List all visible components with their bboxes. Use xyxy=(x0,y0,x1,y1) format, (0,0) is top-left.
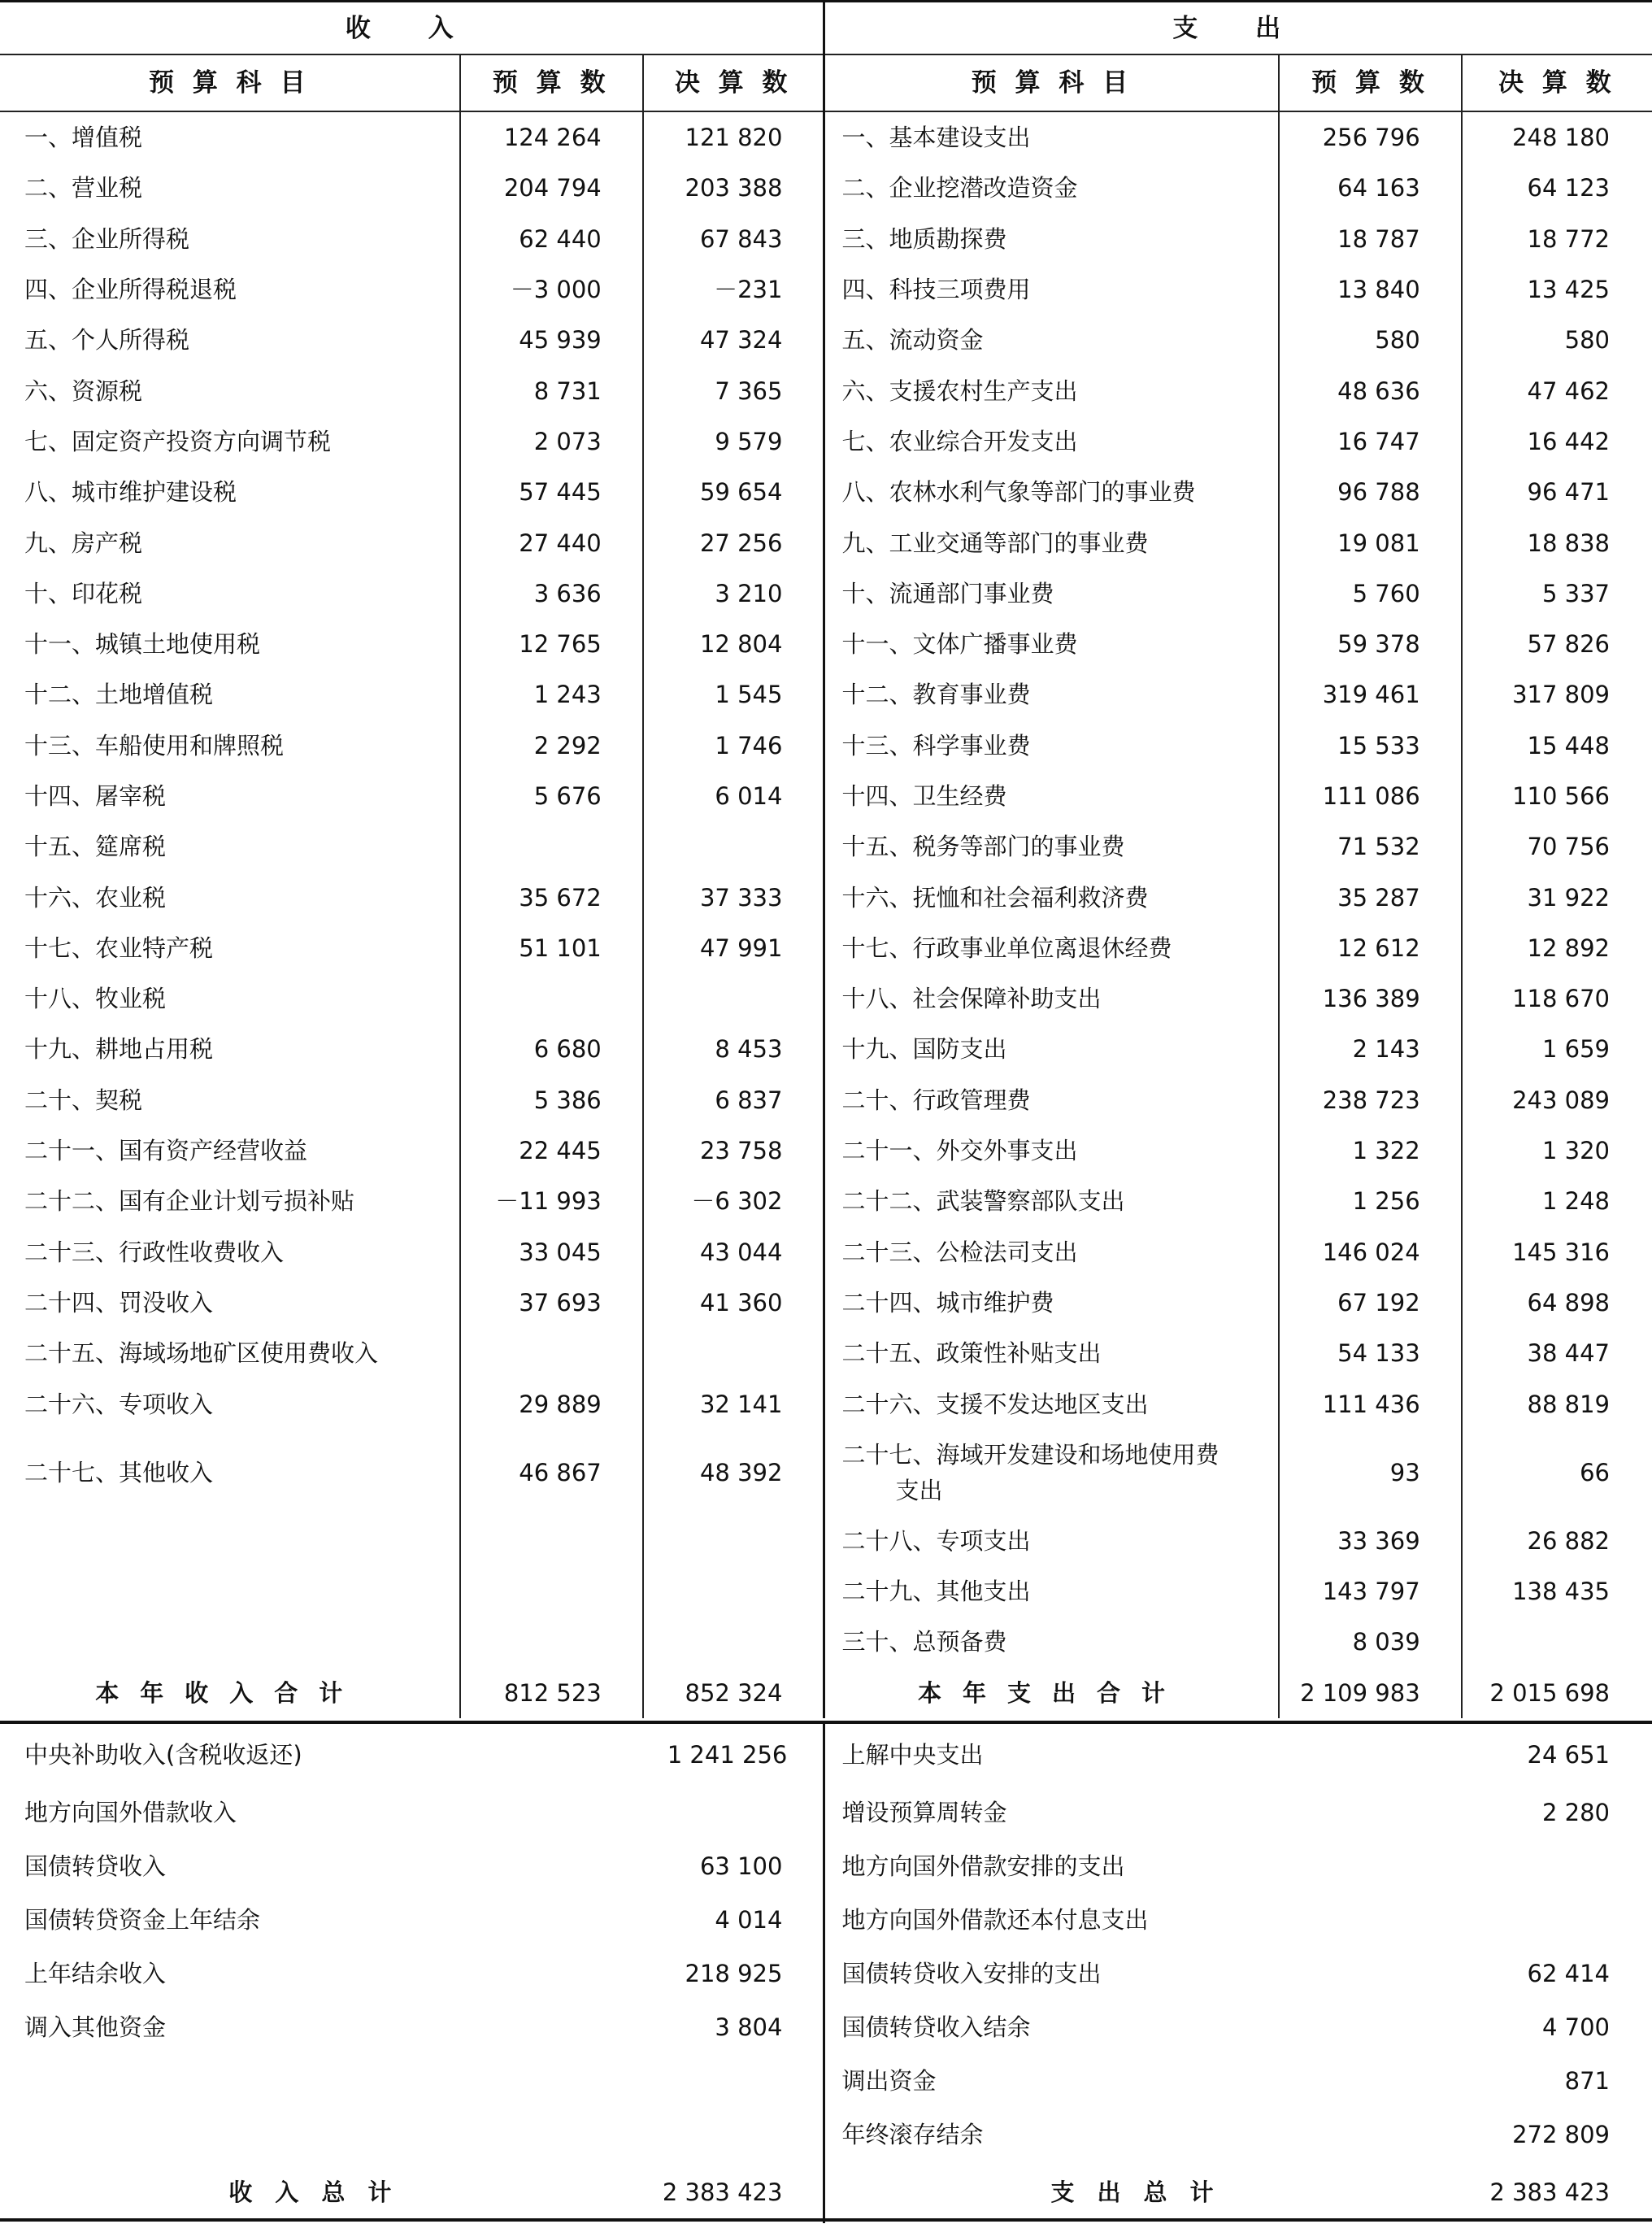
income-item-name: 二十二、国有企业计划亏损补贴 xyxy=(24,1187,355,1216)
income-budget-value: 204 794 xyxy=(460,163,643,213)
income-item-name: 七、固定资产投资方向调节税 xyxy=(24,427,332,455)
summary-row xyxy=(0,1947,1652,2000)
income-budget-value: 35 672 xyxy=(460,872,643,922)
income-item-name: 九、房产税 xyxy=(24,529,143,557)
income-budget-value: 57 445 xyxy=(460,467,643,517)
income-summary-name: 中央补助收入(含税收返还) xyxy=(24,1741,302,1769)
income-summary-name: 国债转贷资金上年结余 xyxy=(24,1906,261,1934)
income-budget-value xyxy=(460,1617,643,1667)
income-budget-value: －3 000 xyxy=(460,264,643,315)
expense-item-header: 预 算 科 目 xyxy=(971,68,1133,98)
table-row xyxy=(0,315,1652,365)
expense-item-name: 六、支援农村生产支出 xyxy=(824,365,1280,416)
expense-budget-value: 111 436 xyxy=(1279,1378,1461,1429)
income-item-name: 十九、耕地占用税 xyxy=(24,1035,214,1064)
expense-grand-total-label: 支出总计 xyxy=(824,2161,1462,2223)
income-budget-value: 22 445 xyxy=(460,1125,643,1176)
expense-budget-value: 5 760 xyxy=(1279,568,1461,619)
expense-item-name: 五、流动资金 xyxy=(824,315,1280,365)
expense-final-value: 18 838 xyxy=(1462,517,1652,568)
expense-final-value: 16 442 xyxy=(1462,416,1652,467)
expense-final-value: 243 089 xyxy=(1462,1075,1652,1125)
income-final-value: 7 365 xyxy=(643,365,824,416)
expense-item-name: 二十四、城市维护费 xyxy=(824,1277,1280,1328)
expense-item-name: 一、基本建设支出 xyxy=(824,111,1280,163)
income-item-name xyxy=(0,1617,460,1667)
income-final-value xyxy=(643,821,824,872)
income-item-name: 十一、城镇土地使用税 xyxy=(24,630,261,659)
income-final-value: 9 579 xyxy=(643,416,824,467)
expense-final-value: 12 892 xyxy=(1462,923,1652,973)
expense-budget-value: 238 723 xyxy=(1279,1075,1461,1125)
income-item-name: 十三、车船使用和牌照税 xyxy=(24,731,285,759)
income-final-value xyxy=(643,1516,824,1566)
expense-final-value: 138 435 xyxy=(1462,1566,1652,1617)
expense-final-value: 70 756 xyxy=(1462,821,1652,872)
expense-budget-value: 59 378 xyxy=(1279,619,1461,669)
expense-summary-name: 年终滚存结余 xyxy=(824,2108,1462,2161)
table-row xyxy=(0,771,1652,821)
expense-budget-value: 2 143 xyxy=(1279,1024,1461,1074)
expense-final-value: 57 826 xyxy=(1462,619,1652,669)
table-row xyxy=(0,1227,1652,1277)
table-row xyxy=(0,821,1652,872)
income-budget-value xyxy=(460,1516,643,1566)
income-budget-value: 33 045 xyxy=(460,1227,643,1277)
income-item-name: 二十七、其他收入 xyxy=(24,1458,214,1486)
expense-item-name: 八、农林水利气象等部门的事业费 xyxy=(824,467,1280,517)
expense-final-value: 38 447 xyxy=(1462,1328,1652,1378)
expense-grand-total-value: 2 383 423 xyxy=(1489,2178,1610,2206)
table-row xyxy=(0,1516,1652,1566)
expense-item-name: 二十三、公检法司支出 xyxy=(824,1227,1280,1277)
expense-item-name: 十六、抚恤和社会福利救济费 xyxy=(824,872,1280,922)
table-row xyxy=(0,111,1652,163)
income-item-name: 六、资源税 xyxy=(24,376,143,405)
expense-final-value: 5 337 xyxy=(1462,568,1652,619)
summary-row xyxy=(0,2054,1652,2108)
income-grand-total-value: 2 383 423 xyxy=(662,2178,783,2206)
income-item-name: 十六、农业税 xyxy=(24,883,167,912)
income-budget-value: 5 386 xyxy=(460,1075,643,1125)
expense-budget-value: 54 133 xyxy=(1279,1328,1461,1378)
summary-table xyxy=(0,1724,1652,2223)
income-final-value: －6 302 xyxy=(643,1176,824,1226)
table-row xyxy=(0,1075,1652,1125)
income-final-value: 1 746 xyxy=(643,720,824,771)
expense-budget-value: 256 796 xyxy=(1279,111,1461,163)
income-budget-value: 2 073 xyxy=(460,416,643,467)
expense-header: 支 出 xyxy=(1172,13,1306,43)
expense-item-name-line2: 支出 xyxy=(895,1476,943,1504)
income-item-name xyxy=(0,1566,460,1617)
income-budget-value: 45 939 xyxy=(460,315,643,365)
income-budget-value: 37 693 xyxy=(460,1277,643,1328)
expense-summary-value: 62 414 xyxy=(1527,1960,1610,1987)
income-item-name: 二十、契税 xyxy=(24,1086,143,1114)
table-row xyxy=(0,619,1652,669)
budget-table xyxy=(0,2,1652,1718)
income-budget-value: －11 993 xyxy=(460,1176,643,1226)
table-row xyxy=(0,1378,1652,1429)
income-final-value: 1 545 xyxy=(643,669,824,720)
income-summary-value: 3 804 xyxy=(715,2013,783,2041)
expense-final-value: 145 316 xyxy=(1462,1227,1652,1277)
table-row xyxy=(0,923,1652,973)
grand-total-row xyxy=(0,2161,1652,2223)
income-item-name: 十四、屠宰税 xyxy=(24,782,167,810)
expense-final-value: 64 123 xyxy=(1462,163,1652,213)
expense-final-header: 决 算 数 xyxy=(1498,68,1616,98)
expense-budget-value: 64 163 xyxy=(1279,163,1461,213)
income-final-value: 48 392 xyxy=(643,1430,824,1516)
income-final-value: 43 044 xyxy=(643,1227,824,1277)
table-row xyxy=(0,163,1652,213)
income-summary-value: 218 925 xyxy=(685,1960,783,1987)
expense-item-name: 十七、行政事业单位离退休经费 xyxy=(824,923,1280,973)
income-final-value xyxy=(643,1617,824,1667)
expense-item-name: 二十九、其他支出 xyxy=(824,1566,1280,1617)
expense-final-value: 26 882 xyxy=(1462,1516,1652,1566)
column-header-row xyxy=(0,54,1652,111)
income-final-value: 59 654 xyxy=(643,467,824,517)
table-row xyxy=(0,416,1652,467)
income-year-total-budget: 812 523 xyxy=(460,1668,643,1718)
expense-budget-value: 143 797 xyxy=(1279,1566,1461,1617)
expense-item-name: 四、科技三项费用 xyxy=(824,264,1280,315)
expense-summary-name: 调出资金 xyxy=(824,2054,1462,2108)
income-budget-value: 1 243 xyxy=(460,669,643,720)
income-budget-value: 6 680 xyxy=(460,1024,643,1074)
summary-row xyxy=(0,1893,1652,1947)
income-summary-name: 调入其他资金 xyxy=(24,2013,167,2041)
expense-item-name: 二十、行政管理费 xyxy=(824,1075,1280,1125)
expense-summary-value xyxy=(1462,1839,1652,1893)
summary-row xyxy=(0,1839,1652,1893)
income-summary-name xyxy=(0,2054,643,2108)
income-item-name: 三、企业所得税 xyxy=(24,224,190,253)
table-row xyxy=(0,1176,1652,1226)
summary-row xyxy=(0,2000,1652,2054)
income-final-value: 6 837 xyxy=(643,1075,824,1125)
income-item-header: 预 算 科 目 xyxy=(149,68,311,98)
income-final-value: 32 141 xyxy=(643,1378,824,1429)
table-row xyxy=(0,1125,1652,1176)
table-row xyxy=(0,1277,1652,1328)
expense-final-value: 47 462 xyxy=(1462,365,1652,416)
income-budget-header: 预 算 数 xyxy=(492,68,611,98)
expense-summary-value: 871 xyxy=(1564,2067,1610,2095)
income-item-name: 二十四、罚没收入 xyxy=(24,1288,214,1317)
expense-item-name: 十二、教育事业费 xyxy=(824,669,1280,720)
expense-final-value: 1 659 xyxy=(1462,1024,1652,1074)
expense-item-name: 七、农业综合开发支出 xyxy=(824,416,1280,467)
table-row xyxy=(0,467,1652,517)
income-final-value: 41 360 xyxy=(643,1277,824,1328)
expense-budget-value: 48 636 xyxy=(1279,365,1461,416)
expense-year-total-final: 2 015 698 xyxy=(1462,1668,1652,1718)
expense-budget-value: 96 788 xyxy=(1279,467,1461,517)
expense-item-name: 二十五、政策性补贴支出 xyxy=(824,1328,1280,1378)
income-budget-value: 2 292 xyxy=(460,720,643,771)
expense-item-name: 二、企业挖潜改造资金 xyxy=(824,163,1280,213)
expense-budget-value: 19 081 xyxy=(1279,517,1461,568)
income-budget-value: 46 867 xyxy=(460,1430,643,1516)
expense-budget-value: 18 787 xyxy=(1279,214,1461,264)
expense-summary-value: 272 809 xyxy=(1512,2121,1610,2148)
income-final-value xyxy=(643,1328,824,1378)
expense-final-value: 118 670 xyxy=(1462,973,1652,1024)
income-item-name: 二十一、国有资产经营收益 xyxy=(24,1137,308,1165)
expense-item-name: 十、流通部门事业费 xyxy=(824,568,1280,619)
expense-final-value: 66 xyxy=(1462,1430,1652,1516)
table-row xyxy=(0,1430,1652,1516)
income-budget-value: 27 440 xyxy=(460,517,643,568)
expense-item-name: 十四、卫生经费 xyxy=(824,771,1280,821)
income-final-value: 3 210 xyxy=(643,568,824,619)
income-final-value: 203 388 xyxy=(643,163,824,213)
income-budget-value: 5 676 xyxy=(460,771,643,821)
expense-budget-value: 1 322 xyxy=(1279,1125,1461,1176)
table-row xyxy=(0,264,1652,315)
table-row xyxy=(0,872,1652,922)
section-header-row xyxy=(0,2,1652,54)
expense-budget-value: 71 532 xyxy=(1279,821,1461,872)
expense-final-value: 317 809 xyxy=(1462,669,1652,720)
income-summary-value: 1 241 256 xyxy=(667,1741,788,1769)
income-final-value: 67 843 xyxy=(643,214,824,264)
expense-budget-value: 35 287 xyxy=(1279,872,1461,922)
expense-item-name: 九、工业交通等部门的事业费 xyxy=(824,517,1280,568)
income-item-name: 四、企业所得税退税 xyxy=(24,276,237,304)
expense-final-value: 248 180 xyxy=(1462,111,1652,163)
income-item-name: 十七、农业特产税 xyxy=(24,934,214,962)
table-row xyxy=(0,1566,1652,1617)
expense-item-name: 二十一、外交外事支出 xyxy=(824,1125,1280,1176)
income-header: 收 入 xyxy=(345,13,478,43)
income-year-total-final: 852 324 xyxy=(643,1668,824,1718)
income-item-name: 五、个人所得税 xyxy=(24,326,190,355)
income-item-name: 二十三、行政性收费收入 xyxy=(24,1238,285,1266)
expense-budget-value: 12 612 xyxy=(1279,923,1461,973)
expense-budget-value: 319 461 xyxy=(1279,669,1461,720)
expense-summary-name: 国债转贷收入结余 xyxy=(824,2000,1462,2054)
expense-item-name: 二十八、专项支出 xyxy=(824,1516,1280,1566)
income-item-name: 十二、土地增值税 xyxy=(24,681,214,709)
income-budget-value xyxy=(460,821,643,872)
expense-budget-value: 8 039 xyxy=(1279,1617,1461,1667)
expense-budget-value: 146 024 xyxy=(1279,1227,1461,1277)
income-item-name: 十、印花税 xyxy=(24,579,143,607)
expense-item-name: 二十六、支援不发达地区支出 xyxy=(824,1378,1280,1429)
income-budget-value: 62 440 xyxy=(460,214,643,264)
income-summary-value: 4 014 xyxy=(715,1906,783,1934)
expense-item-name: 十九、国防支出 xyxy=(824,1024,1280,1074)
income-final-value xyxy=(643,973,824,1024)
expense-item-name-line1: 二十七、海域开发建设和场地使用费 xyxy=(841,1440,1219,1469)
expense-item-name: 三十、总预备费 xyxy=(824,1617,1280,1667)
income-budget-value xyxy=(460,973,643,1024)
expense-final-value: 64 898 xyxy=(1462,1277,1652,1328)
income-budget-value: 124 264 xyxy=(460,111,643,163)
income-item-name: 二十五、海域场地矿区使用费收入 xyxy=(24,1339,379,1368)
expense-summary-value: 24 651 xyxy=(1527,1741,1610,1769)
income-summary-value xyxy=(643,1786,824,1839)
income-final-value: 6 014 xyxy=(643,771,824,821)
income-summary-value xyxy=(643,2054,824,2108)
income-summary-value: 63 100 xyxy=(699,1852,783,1880)
income-budget-value: 29 889 xyxy=(460,1378,643,1429)
income-item-name: 十八、牧业税 xyxy=(24,985,167,1013)
summary-row xyxy=(0,1786,1652,1839)
expense-summary-value xyxy=(1462,1893,1652,1947)
expense-summary-value: 4 700 xyxy=(1541,2013,1610,2041)
expense-summary-name: 地方向国外借款还本付息支出 xyxy=(824,1893,1462,1947)
expense-item-name: 三、地质勘探费 xyxy=(824,214,1280,264)
income-summary-name: 上年结余收入 xyxy=(24,1960,167,1987)
expense-summary-name: 增设预算周转金 xyxy=(824,1786,1462,1839)
bottom-rule xyxy=(0,2218,1652,2222)
table-row xyxy=(0,568,1652,619)
income-final-header: 决 算 数 xyxy=(674,68,793,98)
expense-final-value xyxy=(1462,1617,1652,1667)
income-final-value: 47 991 xyxy=(643,923,824,973)
table-row xyxy=(0,1328,1652,1378)
expense-summary-name: 上解中央支出 xyxy=(824,1724,1462,1786)
expense-budget-value: 67 192 xyxy=(1279,1277,1461,1328)
income-summary-name: 国债转贷收入 xyxy=(24,1852,167,1880)
income-budget-value: 12 765 xyxy=(460,619,643,669)
income-final-value: 47 324 xyxy=(643,315,824,365)
expense-budget-value: 33 369 xyxy=(1279,1516,1461,1566)
income-final-value: 12 804 xyxy=(643,619,824,669)
expense-summary-name: 国债转贷收入安排的支出 xyxy=(824,1947,1462,2000)
expense-final-value: 31 922 xyxy=(1462,872,1652,922)
income-final-value xyxy=(643,1566,824,1617)
expense-budget-value: 1 256 xyxy=(1279,1176,1461,1226)
income-item-name: 一、增值税 xyxy=(24,124,143,152)
expense-final-value: 13 425 xyxy=(1462,264,1652,315)
expense-year-total-budget: 2 109 983 xyxy=(1279,1668,1461,1718)
expense-item-name: 十五、税务等部门的事业费 xyxy=(824,821,1280,872)
year-total-row xyxy=(0,1668,1652,1718)
income-budget-value xyxy=(460,1566,643,1617)
table-row xyxy=(0,720,1652,771)
expense-budget-value: 13 840 xyxy=(1279,264,1461,315)
income-item-name: 二十六、专项收入 xyxy=(24,1390,214,1418)
income-item-name: 八、城市维护建设税 xyxy=(24,478,237,507)
income-final-value: 8 453 xyxy=(643,1024,824,1074)
income-summary-name: 地方向国外借款收入 xyxy=(24,1799,237,1826)
income-final-value: －231 xyxy=(643,264,824,315)
expense-budget-value: 16 747 xyxy=(1279,416,1461,467)
expense-summary-name: 地方向国外借款安排的支出 xyxy=(824,1839,1462,1893)
summary-row xyxy=(0,2108,1652,2161)
expense-final-value: 110 566 xyxy=(1462,771,1652,821)
expense-final-value: 580 xyxy=(1462,315,1652,365)
income-item-name: 二、营业税 xyxy=(24,174,143,202)
expense-budget-value: 111 086 xyxy=(1279,771,1461,821)
summary-row xyxy=(0,1724,1652,1786)
expense-budget-value: 580 xyxy=(1279,315,1461,365)
expense-final-value: 1 320 xyxy=(1462,1125,1652,1176)
income-budget-value: 51 101 xyxy=(460,923,643,973)
expense-final-value: 15 448 xyxy=(1462,720,1652,771)
income-final-value: 27 256 xyxy=(643,517,824,568)
table-row xyxy=(0,669,1652,720)
income-item-name: 十五、筵席税 xyxy=(24,833,167,861)
income-item-name xyxy=(0,1516,460,1566)
expense-final-value: 18 772 xyxy=(1462,214,1652,264)
income-summary-name xyxy=(0,2108,643,2161)
table-row xyxy=(0,1617,1652,1667)
expense-summary-value: 2 280 xyxy=(1541,1799,1610,1826)
income-budget-value: 3 636 xyxy=(460,568,643,619)
expense-item-name: 二十二、武装警察部队支出 xyxy=(824,1176,1280,1226)
expense-item-name: 十三、科学事业费 xyxy=(824,720,1280,771)
expense-final-value: 88 819 xyxy=(1462,1378,1652,1429)
income-budget-value xyxy=(460,1328,643,1378)
expense-item-name: 十八、社会保障补助支出 xyxy=(824,973,1280,1024)
table-row xyxy=(0,214,1652,264)
table-row xyxy=(0,517,1652,568)
expense-item-name: 十一、文体广播事业费 xyxy=(824,619,1280,669)
expense-final-value: 96 471 xyxy=(1462,467,1652,517)
income-budget-value: 8 731 xyxy=(460,365,643,416)
income-summary-value xyxy=(643,2108,824,2161)
income-grand-total-label: 收入总计 xyxy=(228,2178,415,2206)
table-row xyxy=(0,1024,1652,1074)
income-final-value: 37 333 xyxy=(643,872,824,922)
table-row xyxy=(0,973,1652,1024)
expense-final-value: 1 248 xyxy=(1462,1176,1652,1226)
expense-budget-header: 预 算 数 xyxy=(1311,68,1429,98)
expense-item-name xyxy=(824,1430,1280,1516)
income-final-value: 121 820 xyxy=(643,111,824,163)
income-year-total-label: 本年收入合计 xyxy=(95,1678,364,1707)
expense-budget-value: 93 xyxy=(1279,1430,1461,1516)
income-final-value: 23 758 xyxy=(643,1125,824,1176)
expense-budget-value: 15 533 xyxy=(1279,720,1461,771)
expense-budget-value: 136 389 xyxy=(1279,973,1461,1024)
table-row xyxy=(0,365,1652,416)
expense-year-total-label: 本年支出合计 xyxy=(824,1668,1280,1718)
